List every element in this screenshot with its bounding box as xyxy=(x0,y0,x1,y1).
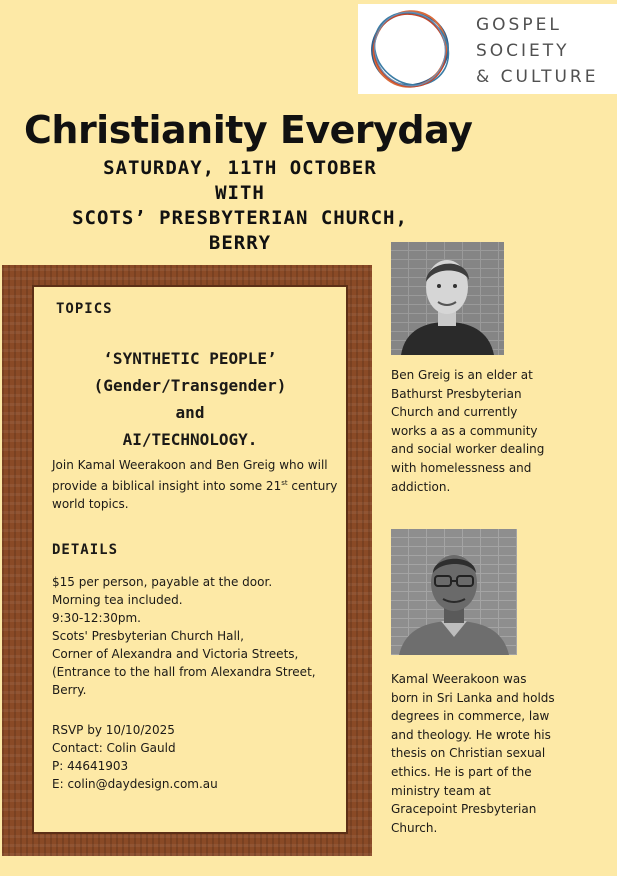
ben-greig-portrait-icon xyxy=(391,242,504,355)
kamal-weerakoon-photo xyxy=(391,529,517,655)
ben-greig-bio xyxy=(391,366,591,496)
rsvp-line: E: colin@daydesign.com.au xyxy=(52,777,218,791)
bio-line: Kamal Weerakoon was xyxy=(391,672,527,686)
kamal-weerakoon-portrait-icon xyxy=(391,529,517,655)
bio-line: works a as a community xyxy=(391,423,538,438)
intro-line: world topics. xyxy=(52,497,129,511)
intro-part: century xyxy=(287,479,338,493)
subtitle-line: WITH xyxy=(215,182,265,204)
bio-line: Ben Greig is an elder at xyxy=(391,368,533,382)
bio-line: ministry team at xyxy=(391,783,491,798)
intro-superscript: st xyxy=(281,479,288,487)
details-line: Corner of Alexandra and Victoria Streets, xyxy=(52,647,299,661)
rsvp-line: P: 44641903 xyxy=(52,759,129,773)
details-line: 9:30-12:30pm. xyxy=(52,611,141,625)
bio-line: and theology. He wrote his xyxy=(391,727,551,742)
logo-line: GOSPEL xyxy=(476,15,562,35)
details-heading: DETAILS xyxy=(52,542,119,558)
subtitle-line: BERRY xyxy=(208,232,272,254)
details-line: Morning tea included. xyxy=(52,593,183,607)
bio-line: ethics. He is part of the xyxy=(391,764,532,779)
intro-text xyxy=(52,456,337,513)
bio-line: thesis on Christian sexual xyxy=(391,746,546,761)
intro-line xyxy=(52,474,337,495)
bio-line: with homelessness and xyxy=(391,460,532,475)
bio-line: addiction. xyxy=(391,479,451,494)
bio-line: Gracepoint Presbyterian xyxy=(391,802,537,817)
topic-line: (Gender/Transgender) xyxy=(93,376,287,395)
bio-line: degrees in commerce, law xyxy=(391,709,550,724)
bio-line: Church and currently xyxy=(391,405,518,420)
ben-greig-photo xyxy=(391,242,504,355)
topic-line: ‘SYNTHETIC PEOPLE’ xyxy=(103,349,277,368)
frame-content xyxy=(32,285,348,834)
topic-line: and xyxy=(175,403,205,422)
rsvp-line: Contact: Colin Gauld xyxy=(52,741,176,755)
details-line: Berry. xyxy=(52,683,87,697)
topics-heading: TOPICS xyxy=(56,301,113,317)
logo-ring-icon xyxy=(364,6,456,92)
wooden-frame xyxy=(2,265,372,856)
details-text xyxy=(52,573,316,699)
logo-line: SOCIETY xyxy=(476,41,570,61)
page-title: Christianity Everyday xyxy=(24,108,473,152)
details-line: $15 per person, payable at the door. xyxy=(52,575,273,589)
intro-line: Join Kamal Weerakoon and Ben Greig who will xyxy=(52,458,328,472)
topic-list xyxy=(32,345,348,453)
details-line: Scots' Presbyterian Church Hall, xyxy=(52,629,244,643)
subtitle-line: SCOTS’ PRESBYTERIAN CHURCH, xyxy=(72,207,408,229)
kamal-weerakoon-bio xyxy=(391,670,591,837)
logo-box xyxy=(358,4,617,94)
details-line: (Entrance to the hall from Alexandra Street, xyxy=(52,665,316,679)
bio-line: Church. xyxy=(391,820,438,835)
rsvp-text xyxy=(52,721,218,793)
logo-text xyxy=(476,12,598,90)
bio-line: Bathurst Presbyterian xyxy=(391,386,522,401)
subtitle-line: SATURDAY, 11TH OCTOBER xyxy=(103,157,377,179)
topic-line: AI/TECHNOLOGY. xyxy=(122,430,258,449)
rsvp-line: RSVP by 10/10/2025 xyxy=(52,723,175,737)
intro-part: provide a biblical insight into some 21 xyxy=(52,479,282,493)
logo-line: & CULTURE xyxy=(476,67,599,87)
event-subtitle xyxy=(0,156,480,256)
bio-line: and social worker dealing xyxy=(391,442,545,457)
bio-line: born in Sri Lanka and holds xyxy=(391,690,555,705)
